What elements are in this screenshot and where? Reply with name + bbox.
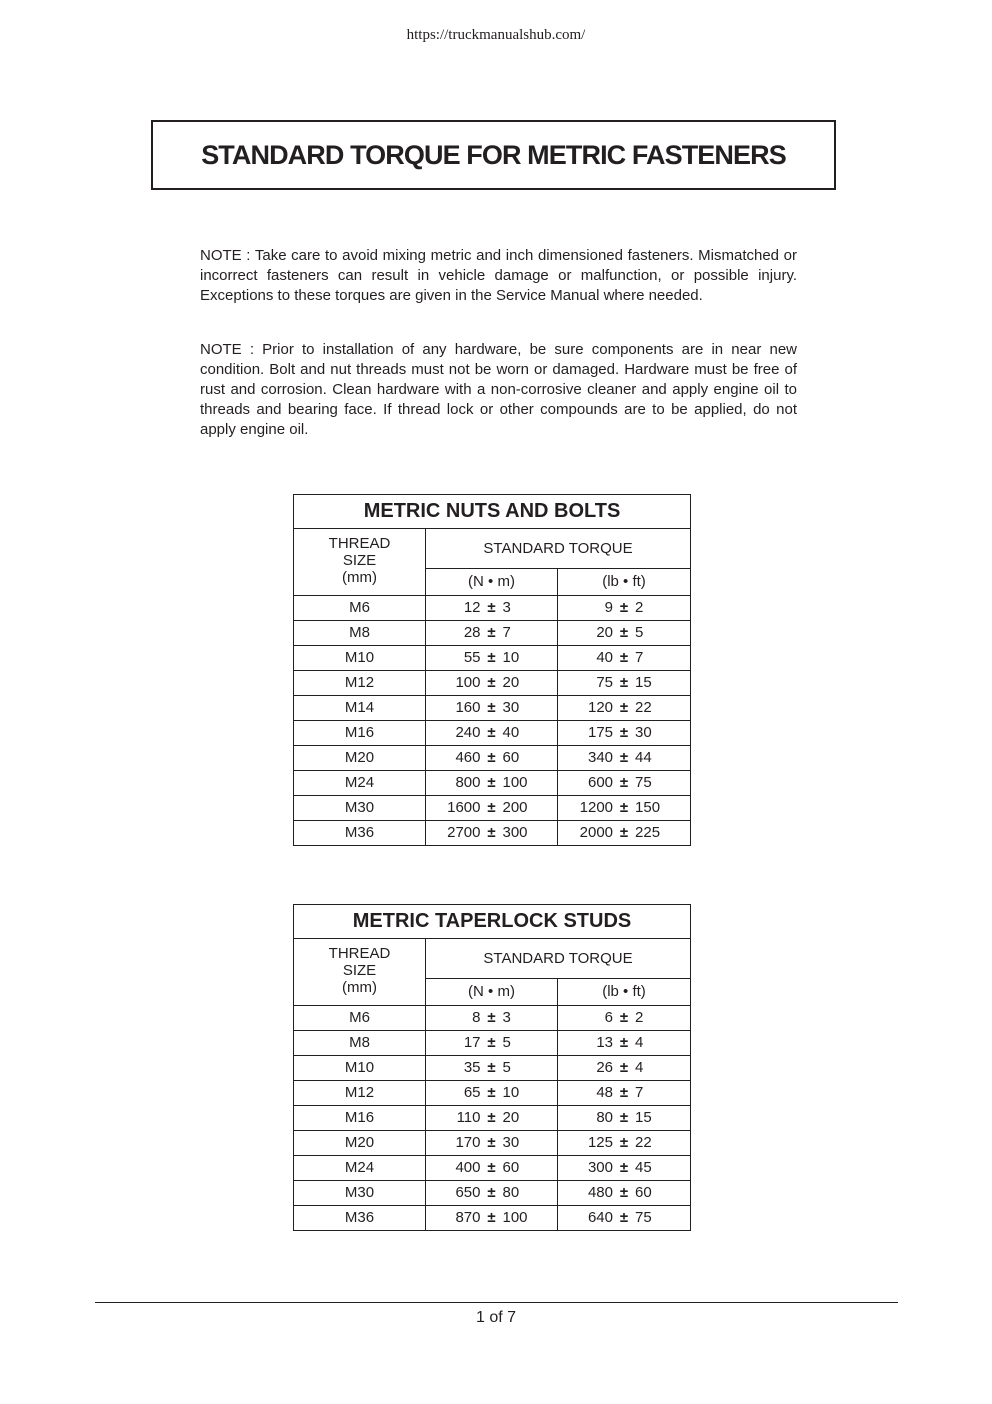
table-body: [294, 1006, 691, 1231]
torque-lbft-cell: [558, 1056, 691, 1081]
note-mixing-fasteners: NOTE : Take care to avoid mixing metric and inch dimensioned fasteners. Mismatched or incorrect fasteners can result in vehicle damage or malfunction, or possible injury. Exceptions to these torques are given in the Service Manual where needed.: [200, 247, 797, 304]
torque-lbft-tolerance: 150: [635, 799, 661, 816]
torque-lbft-value: 1200: [579, 799, 614, 816]
plus-minus-sign: ±: [619, 1184, 629, 1201]
torque-nm-cell: [426, 1081, 558, 1106]
table-row: [294, 771, 691, 796]
standard-torque-header: STANDARD TORQUE: [426, 529, 691, 569]
thread-header-line: THREAD: [328, 945, 391, 962]
thread-size-cell: M24: [294, 771, 426, 796]
thread-size-cell: M6: [294, 1006, 426, 1031]
plus-minus-sign: ±: [487, 1009, 496, 1026]
torque-nm-tolerance: 200: [502, 799, 528, 816]
plus-minus-sign: ±: [619, 699, 629, 716]
plus-minus-sign: ±: [619, 1034, 629, 1051]
torque-lbft-value: 340: [587, 749, 614, 766]
torque-nm-tolerance: 20: [502, 674, 520, 691]
thread-size-cell: M36: [294, 1206, 426, 1231]
table-row: [294, 796, 691, 821]
torque-lbft-cell: [558, 596, 691, 621]
torque-nm-value: 240: [455, 724, 481, 741]
torque-lbft-cell: [558, 721, 691, 746]
plus-minus-sign: ±: [619, 1084, 629, 1101]
table-row: [294, 671, 691, 696]
unit-lbft-header: (lb • ft): [558, 568, 691, 595]
plus-minus-sign: ±: [619, 1109, 629, 1126]
torque-lbft-value: 20: [596, 624, 614, 641]
standard-torque-header: STANDARD TORQUE: [426, 939, 691, 979]
table-row: [294, 1181, 691, 1206]
table-row: [294, 1106, 691, 1131]
torque-lbft-tolerance: 75: [635, 774, 652, 791]
torque-nm-cell: [426, 1106, 558, 1131]
plus-minus-sign: ±: [487, 1034, 496, 1051]
torque-nm-value: 1600: [447, 799, 481, 816]
thread-size-cell: M24: [294, 1156, 426, 1181]
unit-nm-header: (N • m): [426, 568, 558, 595]
thread-size-cell: M20: [294, 746, 426, 771]
torque-nm-tolerance: 60: [502, 1159, 520, 1176]
plus-minus-sign: ±: [487, 1059, 496, 1076]
thread-size-header: [294, 939, 426, 1006]
torque-lbft-value: 75: [596, 674, 614, 691]
torque-nm-cell: [426, 671, 558, 696]
torque-nm-value: 100: [455, 674, 481, 691]
table-caption: METRIC NUTS AND BOLTS: [294, 495, 691, 529]
footer-divider: [95, 1302, 898, 1303]
plus-minus-sign: ±: [487, 1134, 496, 1151]
torque-nm-tolerance: 300: [502, 824, 528, 841]
torque-lbft-tolerance: 30: [635, 724, 652, 741]
torque-lbft-value: 600: [587, 774, 614, 791]
plus-minus-sign: ±: [619, 774, 629, 791]
torque-nm-tolerance: 3: [502, 1009, 511, 1026]
thread-size-cell: M16: [294, 1106, 426, 1131]
torque-nm-value: 650: [455, 1184, 481, 1201]
torque-lbft-tolerance: 2: [635, 1009, 644, 1026]
torque-nm-tolerance: 60: [502, 749, 520, 766]
thread-size-cell: M14: [294, 696, 426, 721]
torque-lbft-tolerance: 7: [635, 649, 644, 666]
torque-nm-value: 28: [463, 624, 481, 641]
torque-lbft-value: 175: [587, 724, 614, 741]
torque-lbft-value: 125: [587, 1134, 613, 1151]
table-row: [294, 1131, 691, 1156]
thread-size-cell: M10: [294, 1056, 426, 1081]
torque-nm-value: 400: [455, 1159, 481, 1176]
torque-nm-value: 460: [455, 749, 481, 766]
table-row: [294, 596, 691, 621]
torque-lbft-value: 48: [596, 1084, 613, 1101]
torque-nm-cell: [426, 821, 558, 846]
torque-lbft-tolerance: 15: [635, 674, 652, 691]
torque-lbft-cell: [558, 1156, 691, 1181]
torque-lbft-cell: [558, 696, 691, 721]
table-body: [294, 596, 691, 846]
torque-nm-cell: [426, 721, 558, 746]
torque-lbft-cell: [558, 796, 691, 821]
torque-nm-tolerance: 10: [502, 1084, 520, 1101]
torque-nm-tolerance: 30: [502, 1134, 520, 1151]
thread-size-cell: M8: [294, 621, 426, 646]
header-url: https://truckmanualshub.com/: [406, 27, 586, 43]
torque-nm-tolerance: 30: [502, 699, 520, 716]
torque-lbft-value: 80: [596, 1109, 613, 1126]
torque-lbft-tolerance: 2: [635, 599, 644, 616]
plus-minus-sign: ±: [619, 749, 629, 766]
torque-lbft-cell: [558, 621, 691, 646]
plus-minus-sign: ±: [619, 649, 629, 666]
plus-minus-sign: ±: [487, 674, 496, 691]
plus-minus-sign: ±: [487, 824, 496, 841]
torque-nm-value: 170: [455, 1134, 481, 1151]
torque-lbft-tolerance: 7: [635, 1084, 644, 1101]
torque-lbft-cell: [558, 746, 691, 771]
table-row: [294, 1006, 691, 1031]
torque-nm-cell: [426, 1206, 558, 1231]
torque-nm-value: 160: [455, 699, 481, 716]
plus-minus-sign: ±: [619, 724, 629, 741]
torque-lbft-cell: [558, 1081, 691, 1106]
plus-minus-sign: ±: [487, 1159, 496, 1176]
torque-nm-tolerance: 5: [502, 1034, 511, 1051]
thread-size-header: [294, 529, 426, 596]
torque-nm-value: 800: [455, 774, 481, 791]
torque-nm-cell: [426, 1131, 558, 1156]
torque-lbft-value: 2000: [579, 824, 614, 841]
thread-size-cell: M16: [294, 721, 426, 746]
torque-lbft-value: 6: [604, 1009, 613, 1026]
torque-lbft-cell: [558, 1006, 691, 1031]
plus-minus-sign: ±: [487, 1184, 496, 1201]
torque-nm-value: 12: [463, 599, 481, 616]
torque-nm-cell: [426, 746, 558, 771]
note-hardware-condition: NOTE : Prior to installation of any hardware, be sure components are in near new condition. Bolt and nut threads must not be worn or damaged. Hardware must be free of rust and corrosion. Clean hardware with a non-corrosive cleaner and apply engine oil to threads and bearing face. If thread lock or other compounds are to be applied, do not apply engine oil.: [200, 341, 797, 438]
torque-lbft-cell: [558, 1031, 691, 1056]
thread-size-cell: M12: [294, 1081, 426, 1106]
torque-lbft-tolerance: 4: [635, 1034, 644, 1051]
thread-header-line: (mm): [342, 979, 377, 996]
table-row: [294, 721, 691, 746]
torque-nm-tolerance: 100: [502, 774, 528, 791]
table-row: [294, 696, 691, 721]
torque-nm-cell: [426, 771, 558, 796]
plus-minus-sign: ±: [487, 1109, 496, 1126]
plus-minus-sign: ±: [619, 824, 629, 841]
table-row: [294, 621, 691, 646]
table-metric-nuts-bolts: [293, 494, 691, 846]
plus-minus-sign: ±: [619, 1159, 629, 1176]
torque-lbft-value: 40: [596, 649, 614, 666]
torque-lbft-value: 13: [596, 1034, 613, 1051]
torque-lbft-value: 120: [587, 699, 614, 716]
thread-header-line: (mm): [342, 569, 377, 586]
plus-minus-sign: ±: [619, 1059, 629, 1076]
table-row: [294, 646, 691, 671]
torque-nm-cell: [426, 1181, 558, 1206]
torque-lbft-cell: [558, 1106, 691, 1131]
torque-nm-tolerance: 7: [502, 624, 511, 641]
torque-lbft-tolerance: 45: [635, 1159, 652, 1176]
table-row: [294, 1056, 691, 1081]
plus-minus-sign: ±: [487, 649, 496, 666]
table-row: [294, 1081, 691, 1106]
torque-lbft-value: 480: [587, 1184, 613, 1201]
torque-nm-tolerance: 3: [502, 599, 511, 616]
torque-nm-cell: [426, 1056, 558, 1081]
torque-nm-value: 35: [463, 1059, 481, 1076]
page-number: 1 of 7: [475, 1309, 517, 1326]
plus-minus-sign: ±: [619, 1209, 629, 1226]
plus-minus-sign: ±: [487, 1209, 496, 1226]
torque-lbft-cell: [558, 646, 691, 671]
table-row: [294, 1031, 691, 1056]
torque-nm-tolerance: 100: [502, 1209, 528, 1226]
torque-lbft-cell: [558, 1131, 691, 1156]
torque-lbft-tolerance: 44: [635, 749, 652, 766]
torque-lbft-cell: [558, 771, 691, 796]
thread-size-cell: M8: [294, 1031, 426, 1056]
torque-nm-cell: [426, 596, 558, 621]
plus-minus-sign: ±: [619, 624, 629, 641]
torque-nm-tolerance: 5: [502, 1059, 511, 1076]
torque-lbft-tolerance: 75: [635, 1209, 652, 1226]
thread-size-cell: M10: [294, 646, 426, 671]
plus-minus-sign: ±: [487, 774, 496, 791]
torque-nm-tolerance: 20: [502, 1109, 520, 1126]
thread-header-line: SIZE: [342, 962, 377, 979]
table-row: [294, 746, 691, 771]
plus-minus-sign: ±: [619, 599, 629, 616]
torque-nm-value: 870: [455, 1209, 481, 1226]
thread-header-line: SIZE: [342, 552, 377, 569]
torque-lbft-cell: [558, 1206, 691, 1231]
table-row: [294, 821, 691, 846]
torque-nm-cell: [426, 1156, 558, 1181]
table-row: [294, 1206, 691, 1231]
title-box: [151, 120, 836, 190]
torque-nm-value: 17: [463, 1034, 481, 1051]
table-metric-taperlock-studs: [293, 904, 691, 1231]
thread-size-cell: M30: [294, 1181, 426, 1206]
thread-size-cell: M36: [294, 821, 426, 846]
thread-size-cell: M20: [294, 1131, 426, 1156]
torque-lbft-tolerance: 15: [635, 1109, 652, 1126]
plus-minus-sign: ±: [487, 599, 496, 616]
torque-lbft-cell: [558, 1181, 691, 1206]
plus-minus-sign: ±: [619, 799, 629, 816]
torque-nm-cell: [426, 1031, 558, 1056]
plus-minus-sign: ±: [619, 1009, 629, 1026]
torque-lbft-cell: [558, 821, 691, 846]
torque-nm-cell: [426, 1006, 558, 1031]
plus-minus-sign: ±: [487, 749, 496, 766]
plus-minus-sign: ±: [487, 699, 496, 716]
thread-size-cell: M12: [294, 671, 426, 696]
torque-nm-cell: [426, 796, 558, 821]
unit-lbft-header: (lb • ft): [558, 978, 691, 1005]
plus-minus-sign: ±: [487, 1084, 496, 1101]
plus-minus-sign: ±: [619, 674, 629, 691]
torque-lbft-tolerance: 22: [635, 699, 652, 716]
torque-lbft-tolerance: 4: [635, 1059, 644, 1076]
page-title: STANDARD TORQUE FOR METRIC FASTENERS: [201, 139, 786, 170]
torque-nm-cell: [426, 621, 558, 646]
torque-nm-cell: [426, 646, 558, 671]
torque-lbft-tolerance: 22: [635, 1134, 652, 1151]
torque-lbft-tolerance: 60: [635, 1184, 652, 1201]
torque-nm-tolerance: 40: [502, 724, 520, 741]
plus-minus-sign: ±: [487, 724, 496, 741]
torque-nm-cell: [426, 696, 558, 721]
plus-minus-sign: ±: [487, 624, 496, 641]
torque-nm-value: 55: [463, 649, 481, 666]
torque-lbft-value: 640: [587, 1209, 613, 1226]
torque-nm-value: 110: [456, 1109, 481, 1126]
torque-lbft-tolerance: 225: [635, 824, 661, 841]
torque-nm-value: 2700: [447, 824, 481, 841]
table-row: [294, 1156, 691, 1181]
plus-minus-sign: ±: [487, 799, 496, 816]
torque-lbft-value: 300: [587, 1159, 613, 1176]
thread-header-line: THREAD: [328, 535, 391, 552]
torque-lbft-tolerance: 5: [635, 624, 644, 641]
torque-nm-tolerance: 10: [502, 649, 520, 666]
torque-nm-tolerance: 80: [502, 1184, 520, 1201]
thread-size-cell: M6: [294, 596, 426, 621]
thread-size-cell: M30: [294, 796, 426, 821]
torque-nm-value: 65: [463, 1084, 481, 1101]
table-caption: METRIC TAPERLOCK STUDS: [294, 905, 691, 939]
torque-lbft-value: 9: [604, 599, 614, 616]
torque-lbft-value: 26: [596, 1059, 613, 1076]
unit-nm-header: (N • m): [426, 978, 558, 1005]
plus-minus-sign: ±: [619, 1134, 629, 1151]
torque-nm-value: 8: [472, 1009, 481, 1026]
torque-lbft-cell: [558, 671, 691, 696]
